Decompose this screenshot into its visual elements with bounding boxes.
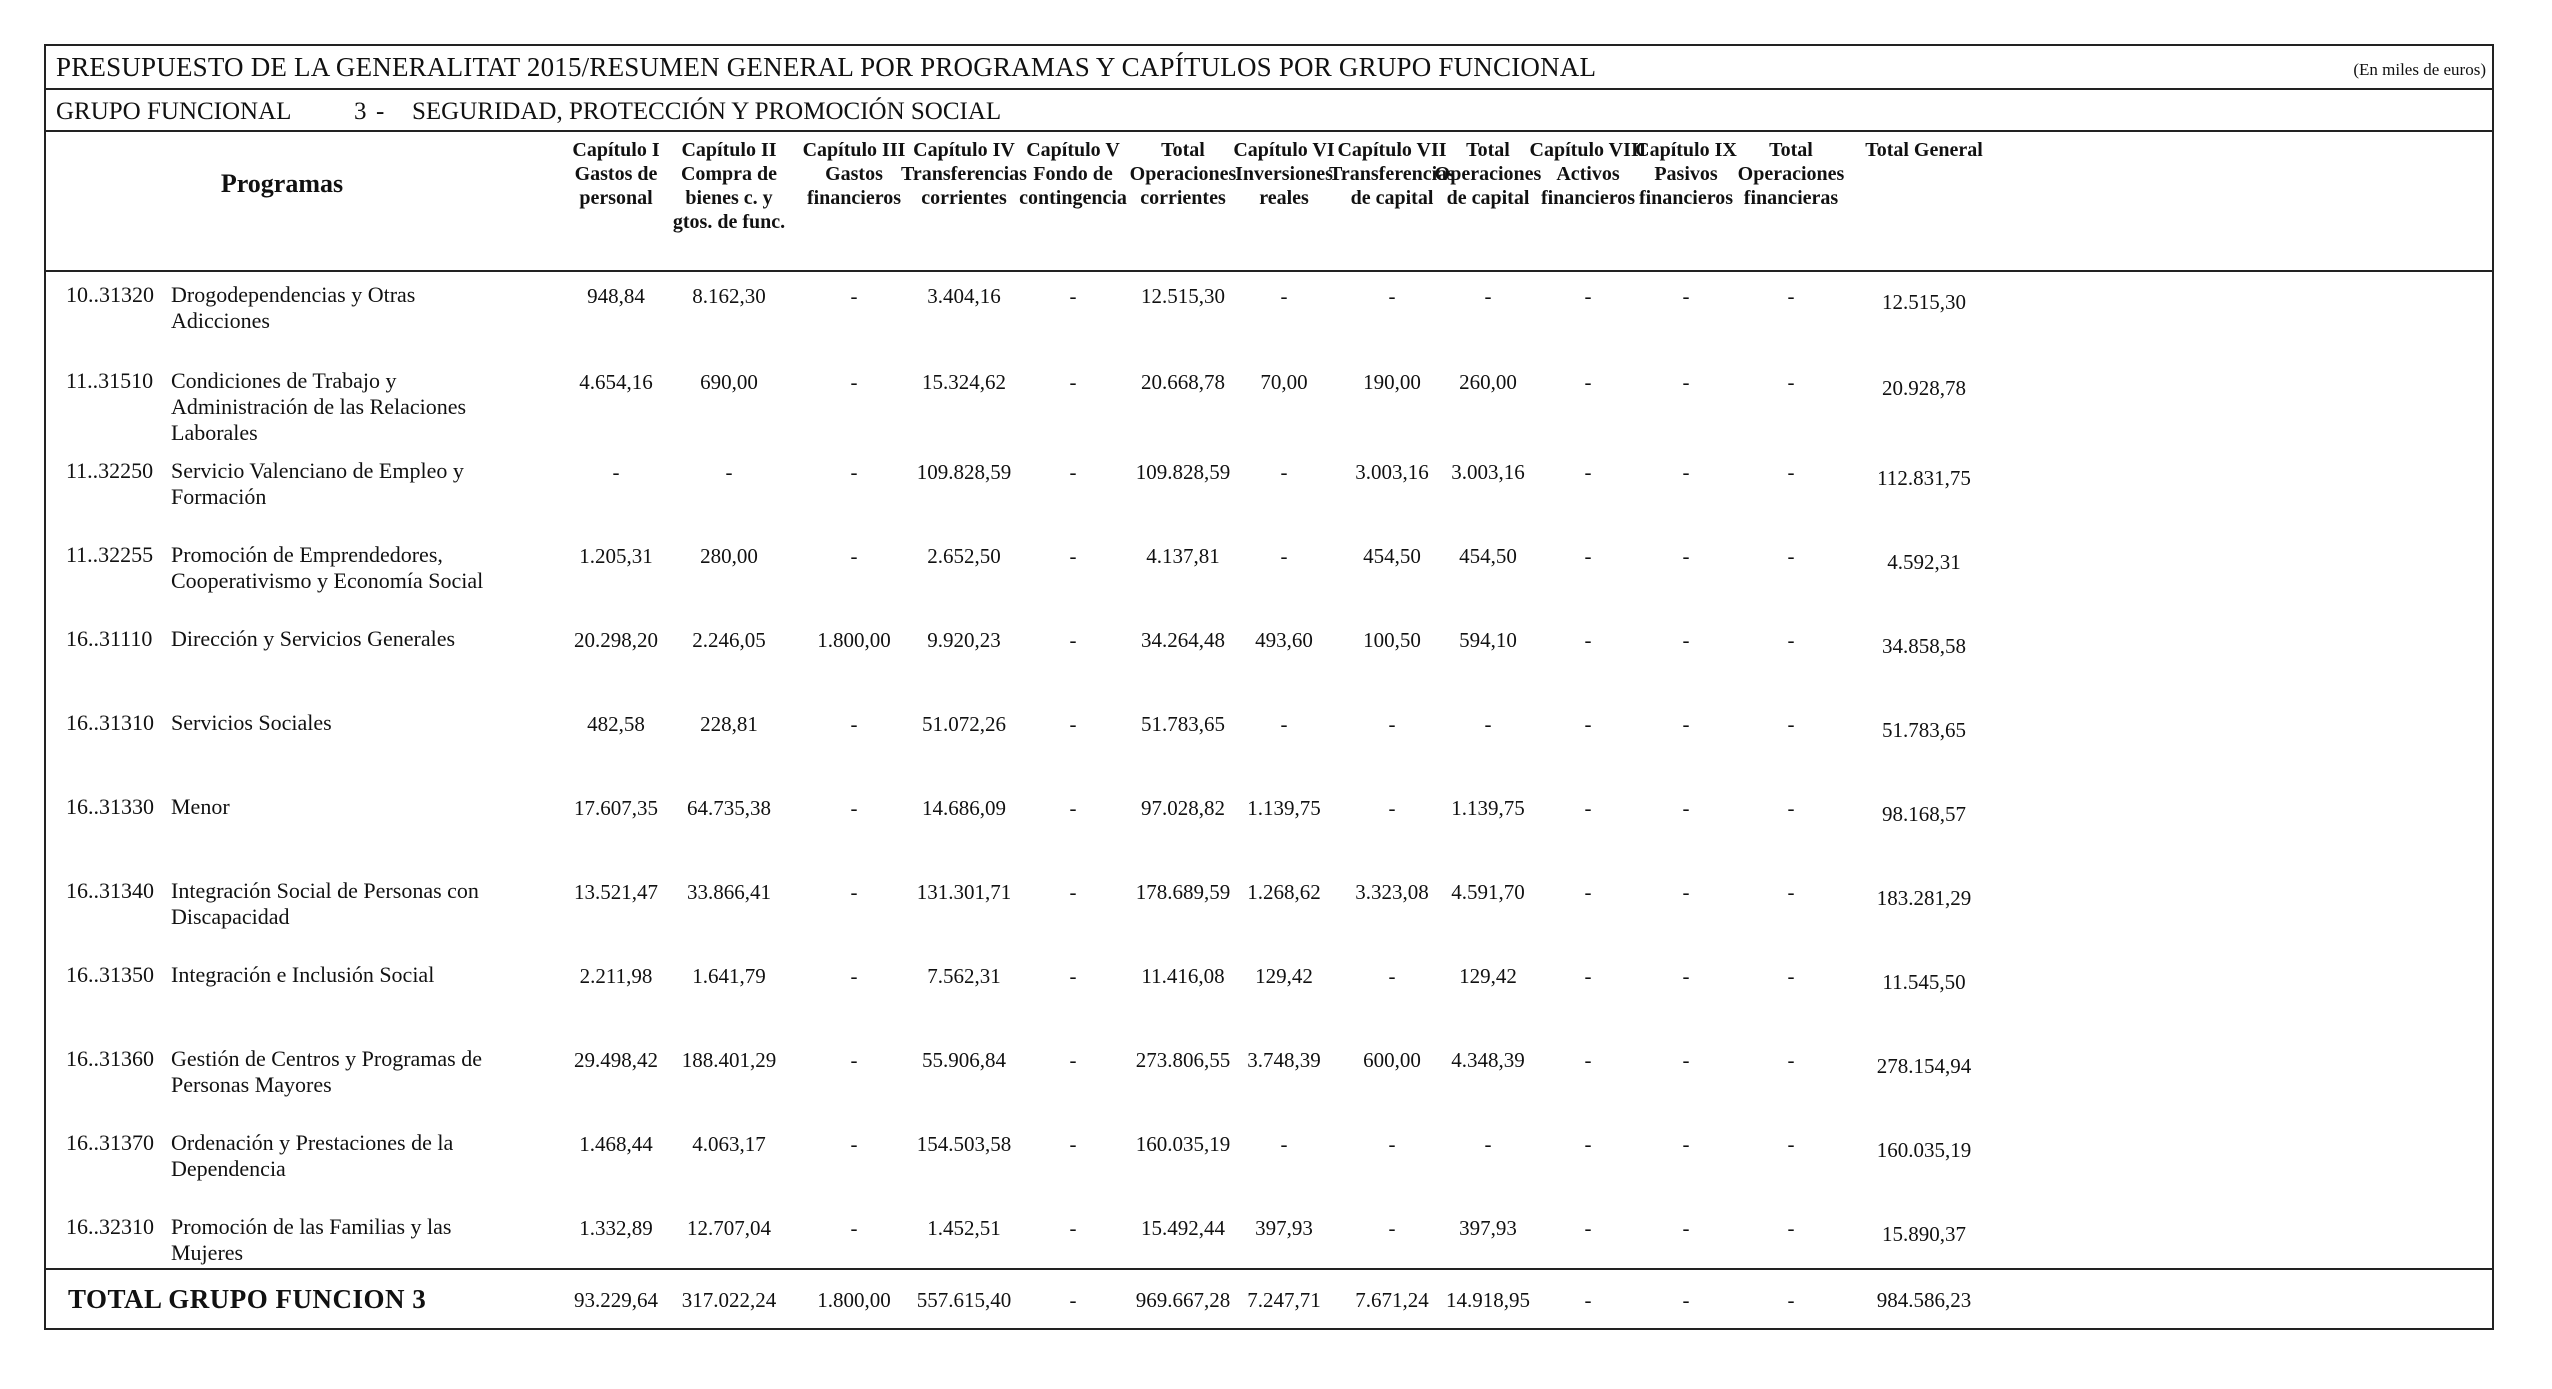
cell-total-op-financieras: -: [1787, 370, 1795, 394]
column-header-programas: Programas: [220, 169, 344, 198]
document-title: PRESUPUESTO DE LA GENERALITAT 2015/RESUMEN GENERAL POR PROGRAMAS Y CAPÍTULOS POR GRUPO FUNCIONAL: [56, 52, 1597, 82]
cell-cap-i-personal: 2.211,98: [579, 964, 653, 988]
cell-cap-i-personal: 482,58: [587, 712, 645, 736]
cell-cap-i-personal: 17.607,35: [574, 796, 658, 820]
cell-cap-iv-transf-corr: 3.404,16: [927, 284, 1001, 308]
cell-cap-v-fondo: -: [1069, 628, 1077, 652]
program-code: 16..31360: [66, 1046, 154, 1071]
cell-cap-ix-pasivos: -: [1682, 964, 1690, 988]
cell-cap-v-fondo: -: [1069, 796, 1077, 820]
cell-cap-vii-transf-capital: -: [1388, 284, 1396, 308]
cell-cap-vii-transf-capital: -: [1388, 796, 1396, 820]
cell-total-general: 278.154,94: [1876, 1054, 1972, 1078]
cell-cap-v-fondo: -: [1069, 544, 1077, 568]
cell-cap-i-personal: 4.654,16: [579, 370, 653, 394]
cell-total-op-financieras: -: [1787, 628, 1795, 652]
cell-cap-ix-pasivos: -: [1682, 370, 1690, 394]
cell-total-op-capital: -: [1484, 1132, 1492, 1156]
cell-total-general: 183.281,29: [1876, 886, 1972, 910]
cell-cap-iv-transf-corr: 154.503,58: [916, 1132, 1012, 1156]
cell-cap-v-fondo: -: [1069, 712, 1077, 736]
cell-cap-ii-bienes: 690,00: [700, 370, 758, 394]
cell-cap-iv-transf-corr: 51.072,26: [922, 712, 1006, 736]
cell-total-op-corrientes: 20.668,78: [1141, 370, 1225, 394]
cell-cap-v-fondo: -: [1069, 370, 1077, 394]
cell-cap-iii-gastos-fin: -: [850, 712, 858, 736]
cell-cap-iii-gastos-fin: -: [850, 460, 858, 484]
cell-total-general: 112.831,75: [1877, 466, 1971, 490]
cell-total-op-corrientes: 97.028,82: [1141, 796, 1225, 820]
cell-cap-v-fondo: -: [1069, 964, 1077, 988]
cell-total-general: 12.515,30: [1882, 290, 1966, 314]
cell-total-general: 51.783,65: [1882, 718, 1966, 742]
program-name: Integración Social de Personas con Discapacidad: [171, 878, 479, 929]
cell-total-op-financieras: -: [1787, 1132, 1795, 1156]
cell-cap-i-personal: 1.468,44: [579, 1132, 653, 1156]
cell-total-op-corrientes: 109.828,59: [1135, 460, 1231, 484]
functional-group-bar: [46, 90, 2492, 132]
cell-total-op-capital: 3.003,16: [1451, 460, 1525, 484]
total-cell-cap-ii-bienes: 317.022,24: [681, 1288, 777, 1312]
cell-cap-ii-bienes: 33.866,41: [687, 880, 771, 904]
total-cell-cap-viii-activos: -: [1584, 1288, 1592, 1312]
cell-cap-i-personal: 20.298,20: [574, 628, 658, 652]
cell-cap-ii-bienes: 8.162,30: [692, 284, 766, 308]
cell-cap-ii-bienes: 4.063,17: [692, 1132, 766, 1156]
cell-cap-viii-activos: -: [1584, 880, 1592, 904]
cell-total-op-capital: 594,10: [1459, 628, 1517, 652]
cell-total-op-corrientes: 11.416,08: [1141, 964, 1225, 988]
cell-cap-iv-transf-corr: 2.652,50: [927, 544, 1001, 568]
group-number: 3: [354, 98, 367, 125]
column-header-cap-iii-gastos-fin: Capítulo III Gastos financieros: [802, 139, 906, 209]
cell-total-op-corrientes: 12.515,30: [1141, 284, 1225, 308]
cell-total-op-capital: 4.591,70: [1451, 880, 1525, 904]
cell-cap-viii-activos: -: [1584, 964, 1592, 988]
total-cell-cap-i-personal: 93.229,64: [574, 1288, 658, 1312]
cell-cap-iii-gastos-fin: 1.800,00: [817, 628, 891, 652]
cell-total-op-financieras: -: [1787, 796, 1795, 820]
program-code: 16..32310: [66, 1214, 154, 1239]
cell-cap-vi-inversiones: -: [1280, 1132, 1288, 1156]
cell-cap-vii-transf-capital: -: [1388, 964, 1396, 988]
cell-cap-ix-pasivos: -: [1682, 880, 1690, 904]
cell-cap-v-fondo: -: [1069, 284, 1077, 308]
cell-cap-ix-pasivos: -: [1682, 712, 1690, 736]
cell-total-op-capital: -: [1484, 284, 1492, 308]
column-header-cap-v-fondo: Capítulo V Fondo de contingencia: [1019, 139, 1127, 209]
cell-cap-ii-bienes: 1.641,79: [692, 964, 766, 988]
cell-total-general: 11.545,50: [1882, 970, 1966, 994]
cell-cap-ix-pasivos: -: [1682, 1216, 1690, 1240]
cell-cap-vii-transf-capital: 454,50: [1363, 544, 1421, 568]
cell-cap-ix-pasivos: -: [1682, 1132, 1690, 1156]
cell-cap-iii-gastos-fin: -: [850, 370, 858, 394]
cell-total-op-corrientes: 34.264,48: [1141, 628, 1225, 652]
total-cell-total-op-corrientes: 969.667,28: [1135, 1288, 1231, 1312]
cell-cap-vii-transf-capital: -: [1388, 1216, 1396, 1240]
cell-total-op-financieras: -: [1787, 712, 1795, 736]
cell-total-op-capital: 129,42: [1459, 964, 1517, 988]
column-header-cap-iv-transf-corr: Capítulo IV Transferencias corrientes: [901, 139, 1027, 209]
cell-cap-i-personal: 1.205,31: [579, 544, 653, 568]
cell-cap-vi-inversiones: -: [1280, 712, 1288, 736]
cell-cap-viii-activos: -: [1584, 1216, 1592, 1240]
group-separator: -: [376, 98, 385, 125]
cell-cap-iv-transf-corr: 7.562,31: [927, 964, 1001, 988]
program-name: Servicios Sociales: [171, 710, 332, 735]
cell-total-op-financieras: -: [1787, 880, 1795, 904]
cell-total-op-capital: 260,00: [1459, 370, 1517, 394]
cell-total-op-capital: 454,50: [1459, 544, 1517, 568]
cell-cap-vii-transf-capital: -: [1388, 712, 1396, 736]
program-name: Dirección y Servicios Generales: [171, 626, 456, 651]
cell-cap-iv-transf-corr: 109.828,59: [916, 460, 1012, 484]
cell-total-op-financieras: -: [1787, 964, 1795, 988]
program-name: Menor: [171, 794, 230, 819]
program-name: Servicio Valenciano de Empleo y Formación: [171, 458, 464, 509]
cell-total-op-capital: 397,93: [1459, 1216, 1517, 1240]
cell-total-general: 4.592,31: [1887, 550, 1961, 574]
column-header-cap-viii-activos: Capítulo VIII Activos financieros: [1529, 139, 1647, 209]
cell-total-op-financieras: -: [1787, 1216, 1795, 1240]
total-cell-cap-vii-transf-capital: 7.671,24: [1355, 1288, 1429, 1312]
cell-total-op-financieras: -: [1787, 1048, 1795, 1072]
cell-total-op-corrientes: 4.137,81: [1146, 544, 1220, 568]
cell-cap-vi-inversiones: 3.748,39: [1247, 1048, 1321, 1072]
cell-total-op-financieras: -: [1787, 460, 1795, 484]
cell-cap-vii-transf-capital: 600,00: [1363, 1048, 1421, 1072]
total-row: [46, 1270, 2492, 1330]
cell-cap-v-fondo: -: [1069, 880, 1077, 904]
cell-total-op-corrientes: 15.492,44: [1141, 1216, 1225, 1240]
cell-cap-vi-inversiones: 70,00: [1260, 370, 1308, 394]
cell-total-op-capital: 1.139,75: [1451, 796, 1525, 820]
cell-cap-ii-bienes: 188.401,29: [681, 1048, 777, 1072]
group-description: SEGURIDAD, PROTECCIÓN Y PROMOCIÓN SOCIAL: [412, 98, 1002, 125]
column-header-total-general: Total General: [1865, 139, 1983, 161]
cell-cap-v-fondo: -: [1069, 1132, 1077, 1156]
cell-cap-iii-gastos-fin: -: [850, 1132, 858, 1156]
column-header-total-op-capital: Total Operaciones de capital: [1434, 139, 1542, 209]
cell-cap-ii-bienes: 64.735,38: [687, 796, 771, 820]
cell-cap-ii-bienes: 2.246,05: [692, 628, 766, 652]
cell-cap-iii-gastos-fin: -: [850, 544, 858, 568]
cell-cap-v-fondo: -: [1069, 1216, 1077, 1240]
cell-cap-viii-activos: -: [1584, 1048, 1592, 1072]
cell-total-general: 20.928,78: [1882, 376, 1966, 400]
cell-cap-ix-pasivos: -: [1682, 284, 1690, 308]
cell-cap-ix-pasivos: -: [1682, 460, 1690, 484]
cell-cap-i-personal: 29.498,42: [574, 1048, 658, 1072]
cell-total-general: 160.035,19: [1876, 1138, 1972, 1162]
column-header-cap-i-personal: Capítulo I Gastos de personal: [572, 139, 660, 209]
cell-total-op-corrientes: 178.689,59: [1135, 880, 1231, 904]
cell-cap-ix-pasivos: -: [1682, 1048, 1690, 1072]
cell-cap-vi-inversiones: -: [1280, 284, 1288, 308]
cell-cap-viii-activos: -: [1584, 460, 1592, 484]
cell-cap-iii-gastos-fin: -: [850, 284, 858, 308]
group-label: GRUPO FUNCIONAL: [56, 98, 292, 125]
cell-cap-iv-transf-corr: 14.686,09: [922, 796, 1006, 820]
cell-total-op-financieras: -: [1787, 284, 1795, 308]
cell-total-general: 98.168,57: [1882, 802, 1966, 826]
cell-cap-iv-transf-corr: 15.324,62: [922, 370, 1006, 394]
program-code: 16..31370: [66, 1130, 154, 1155]
cell-cap-viii-activos: -: [1584, 1132, 1592, 1156]
program-name: Integración e Inclusión Social: [171, 962, 435, 987]
cell-total-op-financieras: -: [1787, 544, 1795, 568]
cell-cap-viii-activos: -: [1584, 796, 1592, 820]
budget-table-frame: [44, 44, 2494, 1330]
cell-cap-i-personal: 948,84: [587, 284, 645, 308]
cell-total-op-corrientes: 51.783,65: [1141, 712, 1225, 736]
cell-cap-vi-inversiones: -: [1280, 460, 1288, 484]
cell-cap-vi-inversiones: 1.139,75: [1247, 796, 1321, 820]
cell-cap-viii-activos: -: [1584, 370, 1592, 394]
cell-cap-iii-gastos-fin: -: [850, 964, 858, 988]
table-header: [46, 132, 2492, 272]
cell-cap-vi-inversiones: 493,60: [1255, 628, 1313, 652]
cell-cap-iii-gastos-fin: -: [850, 1216, 858, 1240]
program-code: 16..31330: [66, 794, 154, 819]
cell-cap-vi-inversiones: 129,42: [1255, 964, 1313, 988]
cell-cap-vii-transf-capital: 3.323,08: [1355, 880, 1429, 904]
cell-cap-viii-activos: -: [1584, 284, 1592, 308]
cell-cap-iii-gastos-fin: -: [850, 1048, 858, 1072]
cell-cap-ii-bienes: -: [725, 460, 733, 484]
cell-total-op-capital: 4.348,39: [1451, 1048, 1525, 1072]
program-code: 16..31310: [66, 710, 154, 735]
cell-cap-vi-inversiones: 1.268,62: [1247, 880, 1321, 904]
column-header-total-op-corrientes: Total Operaciones corrientes: [1129, 139, 1237, 209]
column-header-cap-vi-inversiones: Capítulo VI Inversiones reales: [1233, 139, 1335, 209]
cell-cap-ii-bienes: 12.707,04: [687, 1216, 771, 1240]
cell-cap-viii-activos: -: [1584, 544, 1592, 568]
cell-total-general: 34.858,58: [1882, 634, 1966, 658]
column-header-cap-ii-bienes: Capítulo II Compra de bienes c. y gtos. de func.: [672, 139, 786, 233]
total-label: TOTAL GRUPO FUNCION 3: [68, 1284, 427, 1314]
program-code: 11..32255: [66, 542, 154, 567]
cell-cap-vii-transf-capital: -: [1388, 1132, 1396, 1156]
cell-cap-ii-bienes: 228,81: [700, 712, 758, 736]
total-cell-cap-iii-gastos-fin: 1.800,00: [817, 1288, 891, 1312]
cell-total-op-corrientes: 160.035,19: [1135, 1132, 1231, 1156]
cell-cap-ix-pasivos: -: [1682, 628, 1690, 652]
cell-total-general: 15.890,37: [1882, 1222, 1966, 1246]
program-code: 16..31110: [66, 626, 153, 651]
cell-total-op-corrientes: 273.806,55: [1135, 1048, 1231, 1072]
program-name: Drogodependencias y Otras Adicciones: [171, 282, 416, 333]
program-name: Gestión de Centros y Programas de Personas Mayores: [171, 1046, 482, 1097]
program-code: 16..31340: [66, 878, 154, 903]
units-note: (En miles de euros): [2353, 60, 2486, 79]
total-cell-total-op-financieras: -: [1787, 1288, 1795, 1312]
total-cell-cap-ix-pasivos: -: [1682, 1288, 1690, 1312]
cell-cap-ix-pasivos: -: [1682, 544, 1690, 568]
total-cell-cap-iv-transf-corr: 557.615,40: [916, 1288, 1012, 1312]
cell-cap-vii-transf-capital: 100,50: [1363, 628, 1421, 652]
cell-cap-i-personal: -: [612, 460, 620, 484]
program-name: Condiciones de Trabajo y Administración de las Relaciones Laborales: [171, 368, 467, 445]
cell-cap-v-fondo: -: [1069, 1048, 1077, 1072]
cell-cap-iii-gastos-fin: -: [850, 880, 858, 904]
cell-cap-vii-transf-capital: 190,00: [1363, 370, 1421, 394]
program-code: 16..31350: [66, 962, 154, 987]
column-header-cap-vii-transf-capital: Capítulo VII Transferencias de capital: [1329, 139, 1455, 209]
cell-cap-v-fondo: -: [1069, 460, 1077, 484]
column-header-total-op-financieras: Total Operaciones financieras: [1737, 139, 1845, 209]
cell-cap-vii-transf-capital: 3.003,16: [1355, 460, 1429, 484]
cell-cap-iii-gastos-fin: -: [850, 796, 858, 820]
total-cell-cap-v-fondo: -: [1069, 1288, 1077, 1312]
cell-cap-ii-bienes: 280,00: [700, 544, 758, 568]
program-code: 11..32250: [66, 458, 154, 483]
cell-cap-ix-pasivos: -: [1682, 796, 1690, 820]
total-cell-total-op-capital: 14.918,95: [1446, 1288, 1530, 1312]
total-cell-cap-vi-inversiones: 7.247,71: [1247, 1288, 1321, 1312]
cell-total-op-capital: -: [1484, 712, 1492, 736]
program-name: Promoción de las Familias y las Mujeres: [171, 1214, 452, 1265]
program-code: 10..31320: [66, 282, 154, 307]
cell-cap-viii-activos: -: [1584, 628, 1592, 652]
cell-cap-vi-inversiones: -: [1280, 544, 1288, 568]
column-header-cap-ix-pasivos: Capítulo IX Pasivos financieros: [1635, 139, 1737, 209]
cell-cap-i-personal: 13.521,47: [574, 880, 658, 904]
title-bar: [46, 46, 2492, 90]
program-name: Ordenación y Prestaciones de la Dependencia: [171, 1130, 454, 1181]
cell-cap-iv-transf-corr: 1.452,51: [927, 1216, 1001, 1240]
total-cell-total-general: 984.586,23: [1876, 1288, 1972, 1312]
program-name: Promoción de Emprendedores, Cooperativismo y Economía Social: [171, 542, 484, 593]
cell-cap-iv-transf-corr: 55.906,84: [922, 1048, 1006, 1072]
cell-cap-iv-transf-corr: 9.920,23: [927, 628, 1001, 652]
cell-cap-vi-inversiones: 397,93: [1255, 1216, 1313, 1240]
program-code: 11..31510: [66, 368, 154, 393]
cell-cap-i-personal: 1.332,89: [579, 1216, 653, 1240]
cell-cap-iv-transf-corr: 131.301,71: [916, 880, 1012, 904]
cell-cap-viii-activos: -: [1584, 712, 1592, 736]
